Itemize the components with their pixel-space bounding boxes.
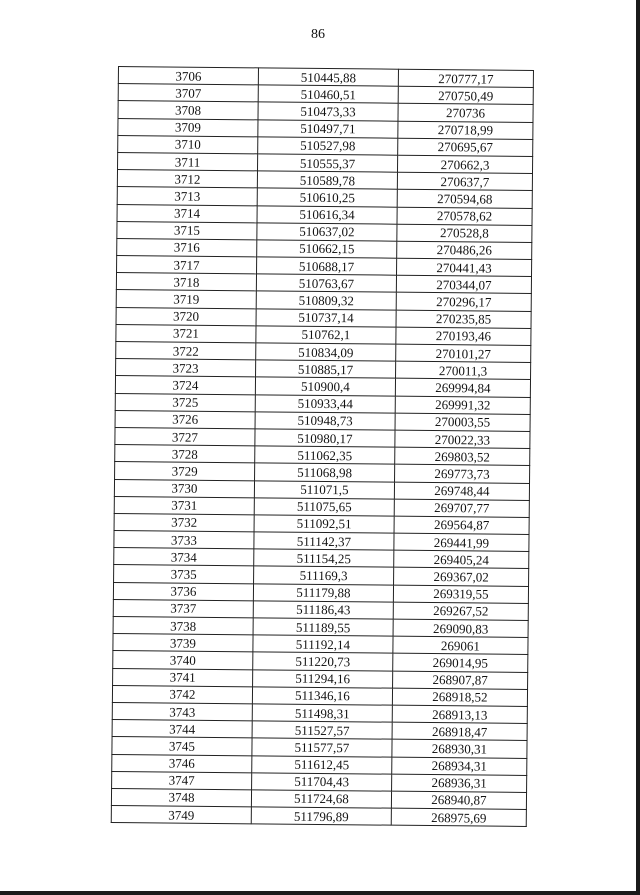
x-coordinate-cell: 511294,16 <box>253 669 393 688</box>
y-coordinate-cell: 269707,77 <box>394 499 529 517</box>
y-coordinate-cell: 268907,87 <box>393 671 528 689</box>
point-number-cell: 3747 <box>112 771 252 790</box>
table-row <box>111 806 526 827</box>
x-coordinate-cell: 511154,25 <box>254 549 394 568</box>
point-number-cell: 3710 <box>118 135 258 154</box>
x-coordinate-cell: 510460,51 <box>258 85 398 104</box>
y-coordinate-cell: 270637,7 <box>397 172 532 190</box>
x-coordinate-cell: 511612,45 <box>252 755 392 774</box>
y-coordinate-cell: 270022,33 <box>395 430 530 448</box>
x-coordinate-cell: 510980,17 <box>255 429 395 448</box>
x-coordinate-cell: 511704,43 <box>252 773 392 792</box>
point-number-cell: 3722 <box>116 341 256 360</box>
point-number-cell: 3712 <box>117 170 257 189</box>
x-coordinate-cell: 510809,32 <box>256 291 396 310</box>
point-number-cell: 3720 <box>116 307 256 326</box>
y-coordinate-cell: 270718,99 <box>398 121 533 139</box>
point-number-cell: 3714 <box>117 204 257 223</box>
y-coordinate-cell: 270594,68 <box>397 189 532 207</box>
y-coordinate-cell: 270441,43 <box>397 258 532 276</box>
point-number-cell: 3729 <box>115 462 255 481</box>
x-coordinate-cell: 511724,68 <box>251 790 391 809</box>
x-coordinate-cell: 510610,25 <box>257 188 397 207</box>
point-number-cell: 3733 <box>114 531 254 550</box>
point-number-cell: 3742 <box>112 685 252 704</box>
x-coordinate-cell: 510737,14 <box>256 308 396 327</box>
point-number-cell: 3731 <box>114 496 254 515</box>
x-coordinate-cell: 510763,67 <box>256 274 396 293</box>
x-coordinate-cell: 510637,02 <box>257 223 397 242</box>
point-number-cell: 3736 <box>113 582 253 601</box>
x-coordinate-cell: 510445,88 <box>258 68 398 87</box>
y-coordinate-cell: 270777,17 <box>398 69 533 87</box>
y-coordinate-cell: 268975,69 <box>391 808 526 826</box>
point-number-cell: 3744 <box>112 720 252 739</box>
point-number-cell: 3709 <box>118 118 258 137</box>
page-number: 86 <box>311 27 325 42</box>
point-number-cell: 3735 <box>114 565 254 584</box>
x-coordinate-cell: 510497,71 <box>258 119 398 138</box>
y-coordinate-cell: 268913,13 <box>392 705 527 723</box>
y-coordinate-cell: 270344,07 <box>396 275 531 293</box>
y-coordinate-cell: 270003,55 <box>395 413 530 431</box>
y-coordinate-cell: 270486,26 <box>397 241 532 259</box>
x-coordinate-cell: 511062,35 <box>255 446 395 465</box>
point-number-cell: 3746 <box>112 754 252 773</box>
point-number-cell: 3717 <box>117 256 257 275</box>
y-coordinate-cell: 268918,52 <box>392 688 527 706</box>
point-number-cell: 3721 <box>116 324 256 343</box>
point-number-cell: 3739 <box>113 634 253 653</box>
y-coordinate-cell: 269267,52 <box>393 602 528 620</box>
y-coordinate-cell: 269564,87 <box>394 516 529 534</box>
x-coordinate-cell: 510948,73 <box>255 412 395 431</box>
y-coordinate-cell: 268918,47 <box>392 722 527 740</box>
y-coordinate-cell: 268940,87 <box>391 791 526 809</box>
coordinates-table-body <box>111 67 533 827</box>
y-coordinate-cell: 270736 <box>398 104 533 122</box>
x-coordinate-cell: 511142,37 <box>254 532 394 551</box>
y-coordinate-cell: 269367,02 <box>394 568 529 586</box>
x-coordinate-cell: 511796,89 <box>251 807 391 826</box>
coordinates-table <box>111 66 534 827</box>
point-number-cell: 3706 <box>118 67 258 86</box>
point-number-cell: 3708 <box>118 101 258 120</box>
x-coordinate-cell: 511192,14 <box>253 635 393 654</box>
x-coordinate-cell: 510555,37 <box>257 154 397 173</box>
point-number-cell: 3723 <box>116 359 256 378</box>
x-coordinate-cell: 510933,44 <box>255 394 395 413</box>
x-coordinate-cell: 511577,57 <box>252 738 392 757</box>
x-coordinate-cell: 510662,15 <box>257 240 397 259</box>
x-coordinate-cell: 510616,34 <box>257 205 397 224</box>
point-number-cell: 3713 <box>117 187 257 206</box>
point-number-cell: 3726 <box>115 410 255 429</box>
point-number-cell: 3725 <box>115 393 255 412</box>
y-coordinate-cell: 269319,55 <box>393 585 528 603</box>
y-coordinate-cell: 270101,27 <box>396 344 531 362</box>
x-coordinate-cell: 510589,78 <box>257 171 397 190</box>
x-coordinate-cell: 510473,33 <box>258 102 398 121</box>
point-number-cell: 3718 <box>116 273 256 292</box>
x-coordinate-cell: 511169,3 <box>254 566 394 585</box>
y-coordinate-cell: 269441,99 <box>394 533 529 551</box>
point-number-cell: 3724 <box>115 376 255 395</box>
point-number-cell: 3730 <box>114 479 254 498</box>
y-coordinate-cell: 269803,52 <box>395 447 530 465</box>
x-coordinate-cell: 511071,5 <box>254 480 394 499</box>
point-number-cell: 3711 <box>118 152 258 171</box>
y-coordinate-cell: 270578,62 <box>397 207 532 225</box>
y-coordinate-cell: 268934,31 <box>392 757 527 775</box>
point-number-cell: 3727 <box>115 427 255 446</box>
point-number-cell: 3743 <box>112 702 252 721</box>
x-coordinate-cell: 511220,73 <box>253 652 393 671</box>
x-coordinate-cell: 511092,51 <box>254 515 394 534</box>
y-coordinate-cell: 269061 <box>393 636 528 654</box>
y-coordinate-cell: 269994,84 <box>395 379 530 397</box>
x-coordinate-cell: 511068,98 <box>255 463 395 482</box>
y-coordinate-cell: 270011,3 <box>396 361 531 379</box>
point-number-cell: 3715 <box>117 221 257 240</box>
y-coordinate-cell: 270193,46 <box>396 327 531 345</box>
point-number-cell: 3740 <box>113 651 253 670</box>
x-coordinate-cell: 511186,43 <box>253 601 393 620</box>
x-coordinate-cell: 510688,17 <box>257 257 397 276</box>
point-number-cell: 3734 <box>114 548 254 567</box>
y-coordinate-cell: 270235,85 <box>396 310 531 328</box>
point-number-cell: 3745 <box>112 737 252 756</box>
x-coordinate-cell: 511346,16 <box>252 687 392 706</box>
point-number-cell: 3737 <box>113 599 253 618</box>
point-number-cell: 3732 <box>114 513 254 532</box>
y-coordinate-cell: 269405,24 <box>394 550 529 568</box>
x-coordinate-cell: 511527,57 <box>252 721 392 740</box>
x-coordinate-cell: 511075,65 <box>254 498 394 517</box>
y-coordinate-cell: 269991,32 <box>395 396 530 414</box>
y-coordinate-cell: 269748,44 <box>394 482 529 500</box>
x-coordinate-cell: 510900,4 <box>255 377 395 396</box>
point-number-cell: 3728 <box>115 445 255 464</box>
y-coordinate-cell: 268930,31 <box>392 739 527 757</box>
y-coordinate-cell: 270662,3 <box>397 155 532 173</box>
point-number-cell: 3738 <box>113 616 253 635</box>
y-coordinate-cell: 269090,83 <box>393 619 528 637</box>
y-coordinate-cell: 269773,73 <box>395 464 530 482</box>
y-coordinate-cell: 269014,95 <box>393 654 528 672</box>
point-number-cell: 3707 <box>118 84 258 103</box>
point-number-cell: 3719 <box>116 290 256 309</box>
x-coordinate-cell: 511498,31 <box>252 704 392 723</box>
y-coordinate-cell: 270695,67 <box>398 138 533 156</box>
point-number-cell: 3749 <box>111 806 251 825</box>
point-number-cell: 3741 <box>113 668 253 687</box>
x-coordinate-cell: 510834,09 <box>256 343 396 362</box>
y-coordinate-cell: 268936,31 <box>392 774 527 792</box>
point-number-cell: 3716 <box>117 238 257 257</box>
x-coordinate-cell: 511179,88 <box>253 583 393 602</box>
y-coordinate-cell: 270528,8 <box>397 224 532 242</box>
x-coordinate-cell: 510527,98 <box>258 137 398 156</box>
x-coordinate-cell: 511189,55 <box>253 618 393 637</box>
x-coordinate-cell: 510762,1 <box>256 326 396 345</box>
y-coordinate-cell: 270296,17 <box>396 293 531 311</box>
x-coordinate-cell: 510885,17 <box>256 360 396 379</box>
y-coordinate-cell: 270750,49 <box>398 86 533 104</box>
point-number-cell: 3748 <box>111 788 251 807</box>
